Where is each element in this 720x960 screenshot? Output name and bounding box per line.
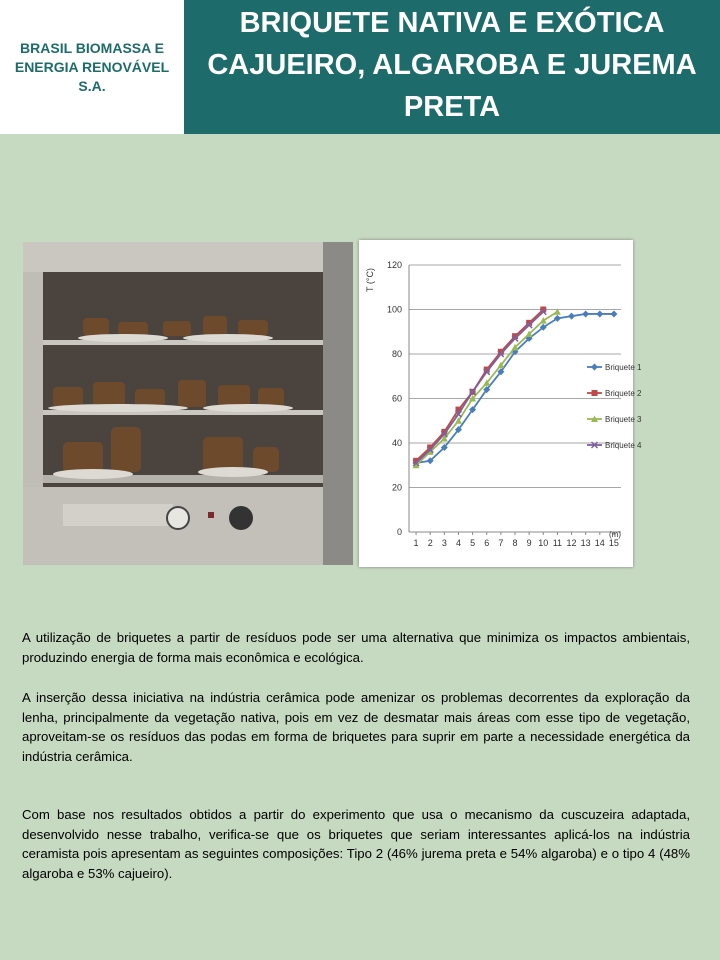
legend-marker (591, 364, 598, 371)
y-tick-label: 40 (391, 438, 402, 448)
y-axis-label: T (°C) (365, 268, 375, 292)
paragraph-2: A inserção dessa iniciativa na indústria cerâmica pode amenizar os problemas decorrentes da exploração da lenha, principalmente da vegetação nativa, pois em vez de desmatar mais áreas com esse tipo de vegetação, aproveitam-se os resíduos das podas em forma de briquetes para suprir em parte a necessidade energética da indústria cerâmica. (22, 690, 690, 764)
paragraph-3: Com base nos resultados obtidos a partir do experimento que usa o mecanismo da cuscuzeira adaptada, desenvolvido nesse trabalho, verifica-se que os briquetes que seriam interessantes aplicá-los na indústria ceramista pois apresentam as seguintes composições: Tipo 2 (46% jurema preta e 54% algaroba) e o tipo 4 (48% algaroba e 53% cajueiro). (22, 807, 690, 881)
data-point (582, 310, 589, 317)
y-tick-label: 120 (386, 260, 402, 270)
x-tick-label: 9 (526, 538, 532, 548)
y-tick-label: 60 (391, 393, 402, 404)
x-tick-label: 7 (498, 538, 504, 548)
page-title: BRIQUETE NATIVA E EXÓTICA CAJUEIRO, ALGAROBA E JUREMA PRETA (207, 7, 697, 123)
x-tick-label: 11 (552, 538, 563, 548)
y-tick-label: 80 (391, 349, 402, 359)
oven-photo (23, 242, 353, 565)
x-tick-label: 2 (427, 538, 433, 548)
x-tick-label: 3 (441, 538, 447, 548)
y-tick-label: 20 (391, 482, 402, 493)
chart-svg (359, 240, 642, 567)
x-tick-label: 13 (580, 538, 591, 548)
company-name: BRASIL BIOMASSA E ENERGIA RENOVÁVEL S.A. (14, 39, 170, 94)
legend-entry: Briquete 2 (605, 389, 642, 398)
series-line-4 (416, 312, 543, 463)
x-axis-label: (m) (609, 530, 621, 539)
oven-photo-drawing (23, 242, 353, 565)
x-tick-label: 14 (594, 538, 605, 548)
data-point (568, 313, 575, 320)
company-logo-box (0, 0, 184, 134)
series-line-2 (416, 310, 543, 461)
data-point (596, 310, 603, 317)
legend-entry: Briquete 4 (605, 441, 642, 450)
legend-marker (592, 390, 598, 396)
legend-entry: Briquete 1 (605, 363, 642, 372)
legend-entry: Briquete 3 (605, 415, 642, 424)
x-tick-label: 4 (455, 538, 461, 548)
title-banner (184, 0, 720, 134)
paragraph-1: A utilização de briquetes a partir de resíduos pode ser uma alternativa que minimiza os impactos ambientais, produzindo energia de forma mais econômica e ecológica. (22, 630, 690, 665)
y-tick-label: 100 (386, 304, 402, 315)
y-tick-label: 0 (396, 527, 402, 537)
x-tick-label: 10 (538, 538, 549, 548)
data-point (610, 310, 617, 317)
x-tick-label: 6 (484, 538, 490, 548)
x-tick-label: 12 (566, 538, 577, 548)
x-tick-label: 1 (413, 538, 419, 548)
x-tick-label: 15 (608, 538, 619, 548)
x-tick-label: 5 (470, 538, 476, 548)
x-tick-label: 8 (512, 538, 518, 548)
temperature-chart (359, 240, 642, 567)
